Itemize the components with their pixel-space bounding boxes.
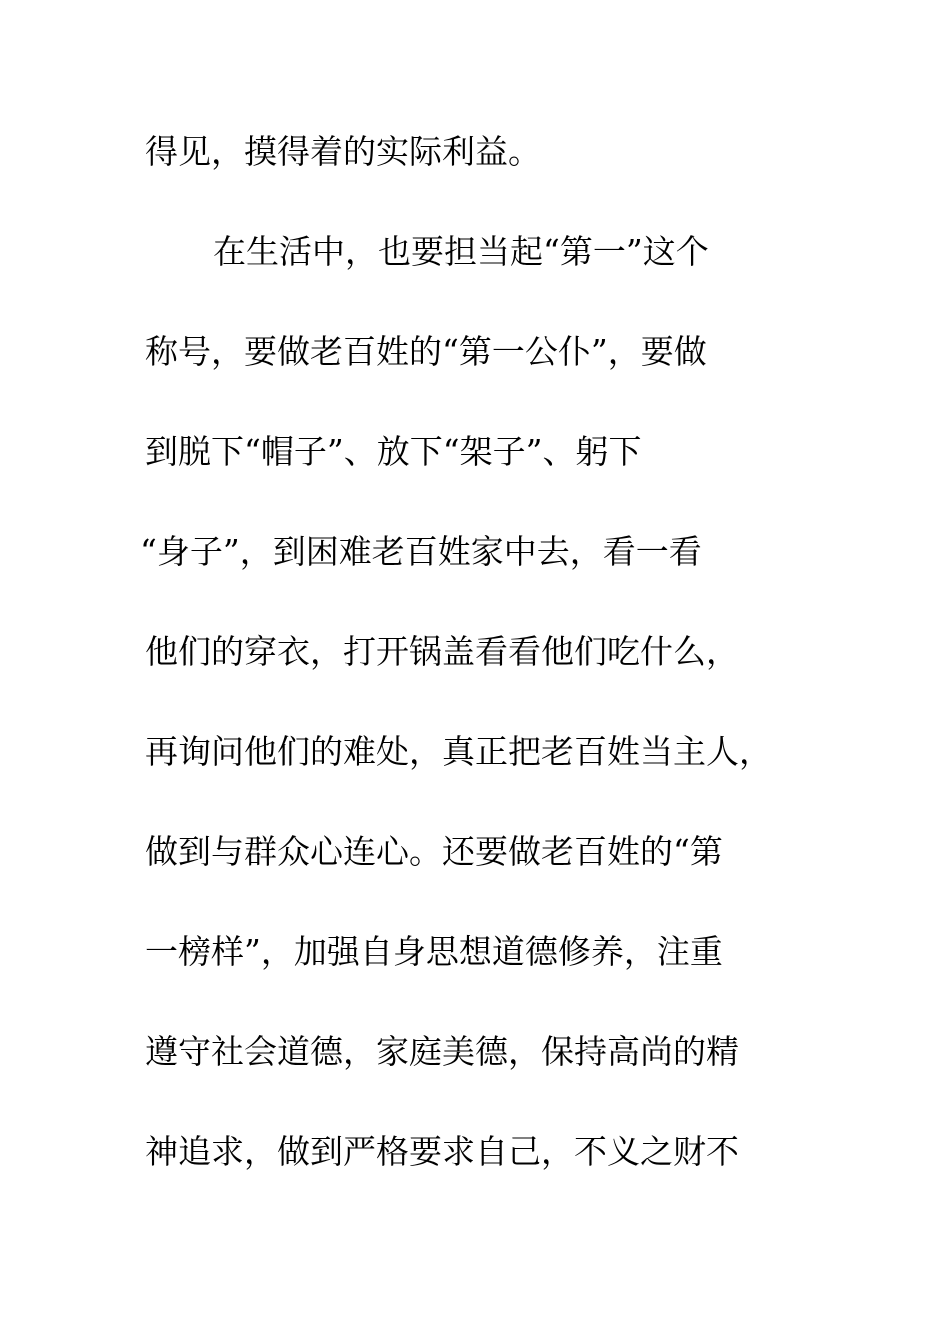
text-line-9: 一榜样”，加强自身思想道德修养，注重 [145, 932, 723, 971]
text-line-8: 做到与群众心连心。还要做老百姓的“第 [145, 832, 723, 871]
text-line-7: 再询问他们的难处，真正把老百姓当主人， [145, 732, 772, 771]
text-line-10: 遵守社会道德，家庭美德，保持高尚的精 [145, 1032, 739, 1071]
text-line-4: 到脱下“帽子”、放下“架子”、躬下 [145, 432, 642, 471]
text-line-3: 称号，要做老百姓的“第一公仆”，要做 [145, 332, 707, 371]
text-line-6: 他们的穿衣，打开锅盖看看他们吃什么， [145, 632, 739, 671]
text-line-1: 得见，摸得着的实际利益。 [145, 132, 541, 171]
text-line-5: “身子”，到困难老百姓家中去，看一看 [140, 532, 702, 571]
text-line-2: 在生活中，也要担当起“第一”这个 [213, 232, 709, 271]
text-line-11: 神追求，做到严格要求自己，不义之财不 [145, 1132, 739, 1171]
